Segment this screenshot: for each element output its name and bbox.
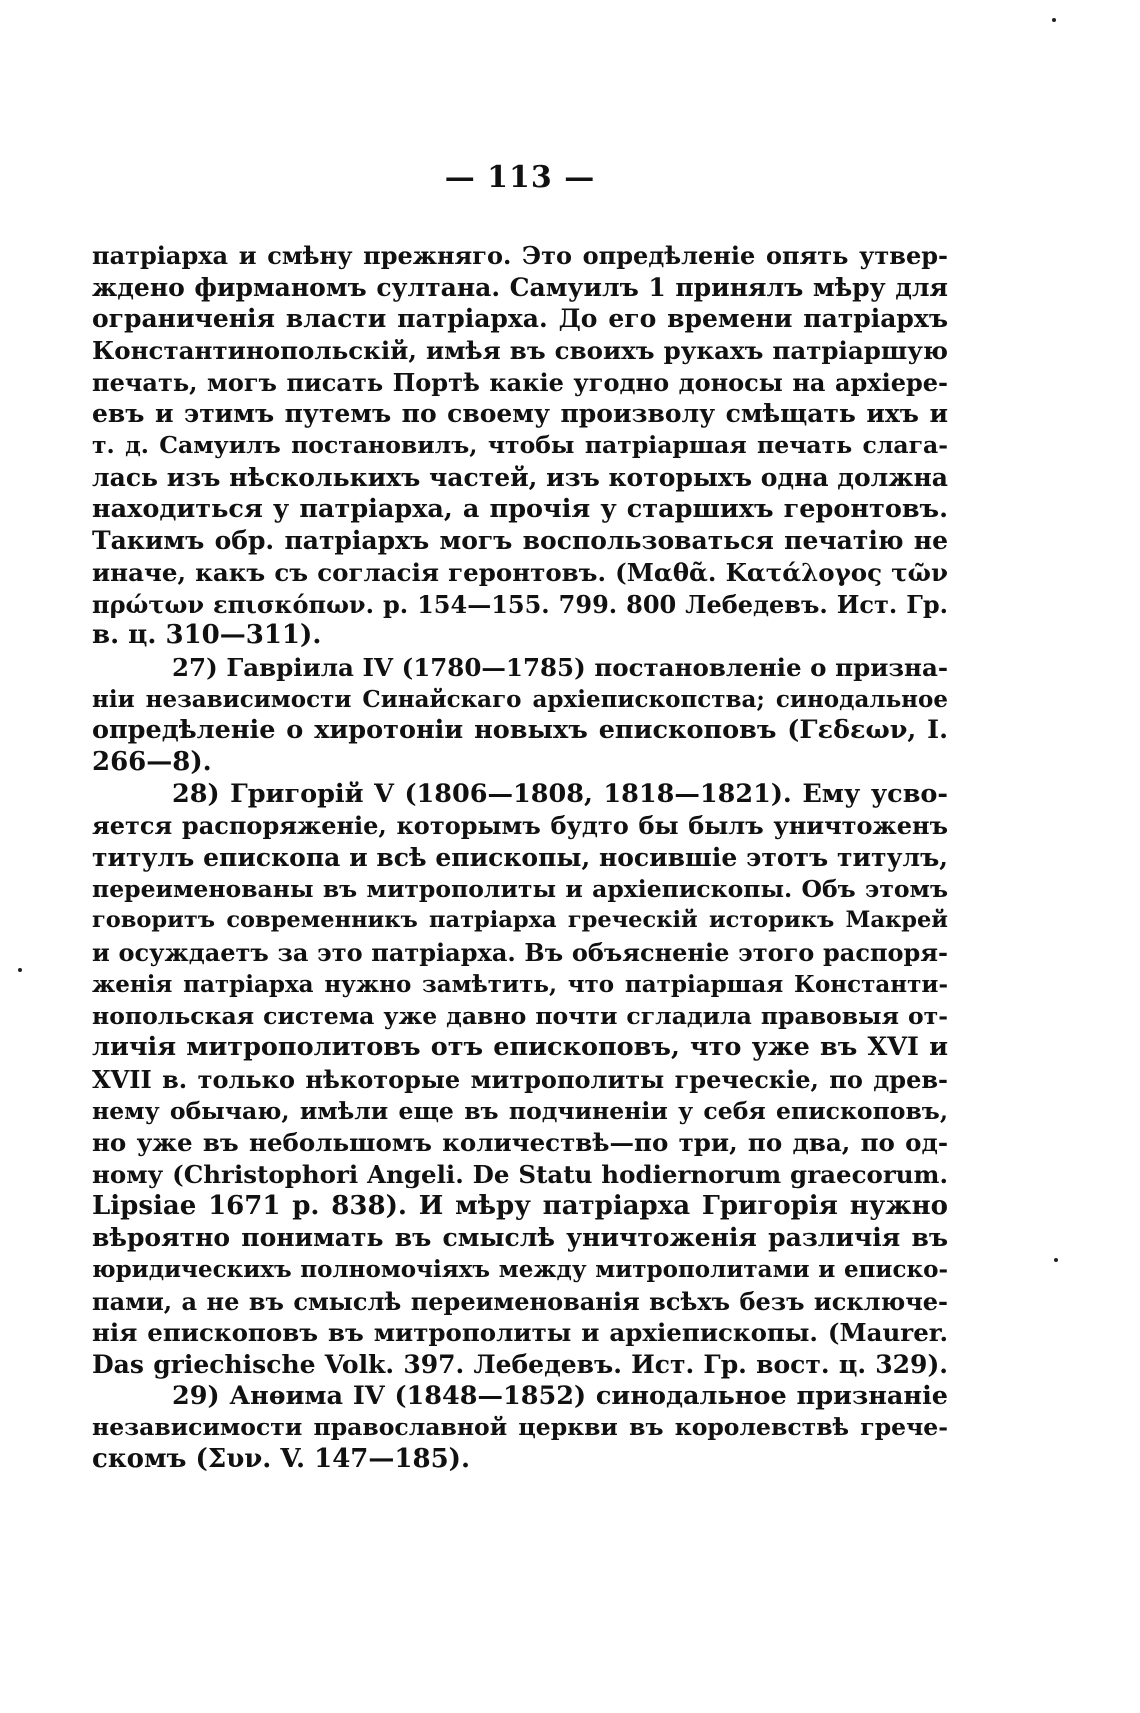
text-line: опредѣленіе о хиротоніи новыхъ епископовъ (Γεδεων, I. bbox=[92, 715, 948, 746]
text-line: титулъ епископа и всѣ епископы, носившіе этотъ титулъ, bbox=[92, 843, 948, 873]
text-line: 29) Анѳима IV (1848—1852) синодальное признаніе bbox=[172, 1380, 948, 1411]
text-line: переименованы въ митрополиты и архіепископы. Объ этомъ bbox=[92, 874, 948, 903]
text-line: печать, могъ писать Портѣ какіе угодно доносы на архіере- bbox=[92, 367, 948, 397]
text-line: Das griechische Volk. 397. Лебедевъ. Ист. Гр. вост. ц. 329). bbox=[92, 1350, 948, 1380]
text-line: 28) Григорій V (1806—1808, 1818—1821). Ему усво- bbox=[172, 778, 948, 809]
text-line: ному (Christophori Angeli. De Statu hodiernorum graecorum. bbox=[92, 1159, 948, 1189]
text-line: пами, а не въ смыслѣ переименованія всѣхъ безъ исключе- bbox=[92, 1286, 948, 1316]
text-line: πρώτων επισκόπων. р. 154—155. 799. 800 Лебедевъ. Ист. Гр. bbox=[92, 589, 948, 619]
text-line: т. д. Самуилъ постановилъ, чтобы патріаршая печать слага- bbox=[92, 431, 948, 460]
text-line: в. ц. 310—311). bbox=[92, 620, 322, 651]
text-line: вѣроятно понимать въ смыслѣ уничтоженія различія въ bbox=[92, 1223, 948, 1253]
text-line: ніи независимости Синайскаго архіепископства; синодальное bbox=[92, 685, 948, 713]
scan-speck bbox=[1052, 18, 1056, 22]
text-line: скомъ (Συν. V. 147—185). bbox=[92, 1444, 471, 1475]
text-line: 27) Гавріила IV (1780—1785) постановленіе о призна- bbox=[172, 652, 948, 682]
text-line: и осуждаетъ за это патріарха. Въ объясненіе этого распоря- bbox=[92, 938, 948, 968]
text-line: нія епископовъ въ митрополиты и архіепископы. (Maurer. bbox=[92, 1318, 948, 1348]
text-line: независимости православной церкви въ королевствѣ грече- bbox=[92, 1413, 948, 1442]
text-line: личія митрополитовъ отъ епископовъ, что уже въ XVI и bbox=[92, 1032, 948, 1063]
text-line: лась изъ нѣсколькихъ частей, изъ которыхъ одна должна bbox=[92, 462, 948, 492]
text-line: говоритъ современникъ патріарха греческій историкъ Макрей bbox=[92, 907, 948, 934]
text-line: XVII в. только нѣкоторые митрополиты греческіе, по древ- bbox=[92, 1064, 948, 1094]
text-line: находиться у патріарха, а прочія у старшихъ геронтовъ. bbox=[92, 493, 948, 524]
text-line: женія патріарха нужно замѣтить, что патріаршая Константи- bbox=[92, 970, 948, 998]
scan-speck bbox=[18, 968, 22, 972]
scan-speck bbox=[1054, 1258, 1058, 1262]
text-line: яется распоряженіе, которымъ будто бы былъ уничтоженъ bbox=[92, 811, 948, 841]
text-line: патріарха и смѣну прежняго. Это опредѣленіе опять утвер- bbox=[92, 241, 948, 270]
text-line: ограниченія власти патріарха. До его времени патріархъ bbox=[92, 304, 948, 334]
text-line: но уже въ небольшомъ количествѣ—по три, по два, по од- bbox=[92, 1128, 948, 1158]
text-line: нему обычаю, имѣли еще въ подчиненіи у себя епископовъ, bbox=[92, 1096, 948, 1125]
text-line: нопольская система уже давно почти сгладила правовыя от- bbox=[92, 1001, 948, 1030]
text-line: Константинопольскій, имѣя въ своихъ рукахъ патріаршую bbox=[92, 336, 948, 366]
text-line: Такимъ обр. патріархъ могъ воспользоваться печатію не bbox=[92, 526, 948, 556]
body-text bbox=[92, 240, 948, 1476]
page-number: — 113 — bbox=[444, 160, 596, 195]
text-line: евъ и этимъ путемъ по своему произволу смѣщать ихъ и bbox=[92, 399, 948, 429]
text-line: ждено фирманомъ султана. Самуилъ 1 принялъ мѣру для bbox=[92, 272, 948, 302]
text-line: иначе, какъ съ согласія геронтовъ. (Μαθᾶ. Κατάλογος τῶν bbox=[92, 557, 948, 587]
text-line: 266—8). bbox=[92, 747, 212, 777]
text-line: Lipsiae 1671 р. 838). И мѣру патріарха Григорія нужно bbox=[92, 1190, 948, 1221]
text-line: юридическихъ полномочіяхъ между митрополитами и еписко- bbox=[92, 1256, 948, 1283]
